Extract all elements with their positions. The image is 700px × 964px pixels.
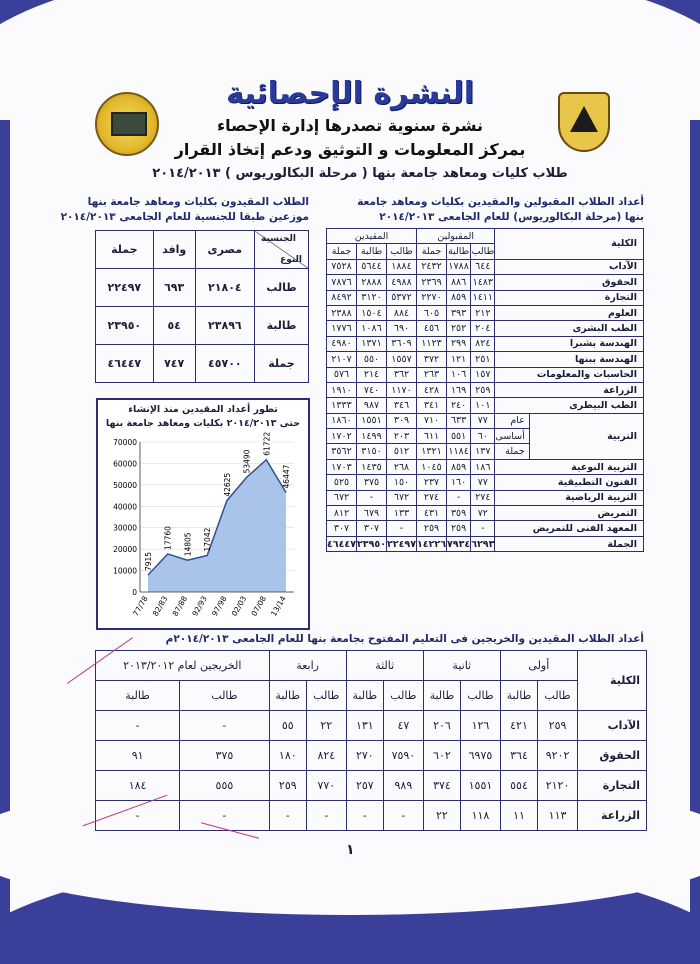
table-cell: ٥١٢ (387, 444, 417, 459)
chart-title-2: حتى ٢٠١٤/٢٠١٣ بكليات ومعاهد جامعة بنها (105, 418, 301, 429)
table-cell: ٣٦٠٩ (387, 336, 417, 351)
table-cell: ٤٧ (384, 711, 424, 741)
table-cell: ٨٤٩٢ (327, 290, 357, 305)
y-tick-label: 60000 (113, 459, 137, 469)
open-education-table (95, 650, 647, 831)
table-cell: ١١٢٣ (417, 336, 447, 351)
nat-corner-header (255, 231, 309, 269)
table-cell: ٢١٨٠٤ (195, 269, 254, 307)
data-label: 46447 (282, 464, 291, 489)
table-row (96, 269, 309, 307)
table-cell: - (384, 801, 424, 831)
table-cell: ٧١٠ (417, 413, 447, 428)
table-cell: ٣٤١ (417, 398, 447, 413)
table-cell: - (180, 801, 269, 831)
row-label: طالبة (255, 307, 309, 345)
data-label: 61722 (262, 432, 272, 456)
table-cell: ١٠٤٥ (417, 459, 447, 474)
table-row (327, 521, 644, 536)
table-cell: - (471, 521, 495, 536)
x-tick-label: 82/83 (150, 594, 170, 618)
table-cell: ٢٢ (423, 801, 460, 831)
table-cell: ٥٧٦ (327, 367, 357, 382)
table-cell: - (96, 801, 180, 831)
table-cell: - (387, 521, 417, 536)
table-cell: ٢٤٠ (447, 398, 471, 413)
table-cell: ١٥٥١ (461, 771, 501, 801)
table-cell: ٨٢٤ (471, 336, 495, 351)
table-cell: ٧٤٧ (153, 345, 195, 383)
table-cell: ١٣٢١ (417, 444, 447, 459)
table-cell: ٢٧٠ (346, 741, 383, 771)
table-cell: ٩١ (96, 741, 180, 771)
college-name: التجارة (577, 771, 646, 801)
table-cell: - (346, 801, 383, 831)
college-name: الزراعة (495, 382, 644, 397)
bulletin-title: النشرة الإحصائية (225, 76, 475, 111)
table-cell: ١٦٠ (447, 475, 471, 490)
table-cell: ١٢١ (447, 352, 471, 367)
table-cell: ٦١١ (417, 429, 447, 444)
college-name: الهندسة بشبرا (495, 336, 644, 351)
col-male: طالب (461, 681, 501, 711)
table-cell: ٢٥٢ (447, 321, 471, 336)
table-cell: ٢٣٧ (417, 475, 447, 490)
bulletin-subtitle-2: بمركز المعلومات و التوثيق ودعم إتخاذ القرار (174, 140, 526, 159)
table-cell: ٥٥٠ (357, 352, 387, 367)
table-cell: ٧٩٣٤ (447, 536, 471, 551)
table-cell: ٩٨٩ (384, 771, 424, 801)
table-cell: ١٤١١ (471, 290, 495, 305)
table-cell: - (180, 711, 269, 741)
chart-title-1: تطور أعداد المقيدين منذ الإنشاء (128, 404, 278, 415)
table-cell: ١٧٠٢ (327, 429, 357, 444)
col-enrolled-male: طالب (387, 244, 417, 259)
subgroup-name: أساسى (495, 429, 529, 444)
nat-col-total: جملة (96, 231, 154, 269)
table-row (327, 275, 644, 290)
table-cell: ٢٣٩٥٠ (96, 307, 154, 345)
table-cell: ٦٩٠ (387, 321, 417, 336)
table-cell: ٦٩٧٥ (461, 741, 501, 771)
table-cell: ٢١٢ (471, 305, 495, 320)
table-cell: ٢٧٤ (471, 490, 495, 505)
table-cell: ٢٢٤٩٧ (96, 269, 154, 307)
col-female: طالبة (96, 681, 180, 711)
table-cell: ١٣٧١ (357, 336, 387, 351)
table-cell: ٥٢٥ (327, 475, 357, 490)
table-cell: ١٣٣٣ (327, 398, 357, 413)
table-cell: ٥٥١ (447, 429, 471, 444)
table-cell: - (269, 801, 306, 831)
table-cell: ٢٥٩ (269, 771, 306, 801)
row-label: جملة (255, 345, 309, 383)
table-cell: ٦٠٢ (423, 741, 460, 771)
x-tick-label: 02/03 (229, 594, 249, 618)
table-cell: ٢٣٨٨ (327, 305, 357, 320)
table-row (327, 490, 644, 505)
table-cell: ١٥٥٧ (387, 352, 417, 367)
main-table-heading-1: أعداد الطلاب المقبولين والمقيدين بكليات ومعاهد جامعة (357, 196, 644, 208)
table-cell: ٥٦٤٤ (357, 259, 387, 274)
table-cell: ٣١٢٠ (357, 290, 387, 305)
col-female: طالبة (500, 681, 537, 711)
table-cell: ١٥٠٤ (357, 305, 387, 320)
data-label: 17042 (203, 527, 213, 552)
table-cell: ١٣٧ (471, 444, 495, 459)
table-cell: ٧٨٧٦ (327, 275, 357, 290)
table-cell: ١٤٨٣ (471, 275, 495, 290)
table-cell: ٤٦٤٤٧ (327, 536, 357, 551)
table-cell: ٦٤٤ (471, 259, 495, 274)
college-name: التربية النوعية (495, 459, 644, 474)
bulletin-subtitle-1: نشرة سنوية تصدرها إدارة الإحصاء (216, 116, 484, 135)
table-cell: ٢٥٩ (417, 521, 447, 536)
table-row (327, 336, 644, 351)
open-col-year2: ثانية (423, 651, 500, 681)
table-cell: ٣٤٦ (387, 398, 417, 413)
data-label: 14805 (183, 532, 193, 557)
table-cell: ٧٧ (471, 475, 495, 490)
table-cell: ١٤٣٥ (357, 459, 387, 474)
table-cell: ١٤٩٩ (357, 429, 387, 444)
main-table-heading-2: بنها (مرحلة البكالوريوس) للعام الجامعى ٢٠١٤/٢٠١٣ (379, 211, 644, 223)
table-cell: ١٨٨٤ (387, 259, 417, 274)
nat-table-heading-2: موزعين طبقا للجنسية للعام الجامعى ٢٠١٤/٢٠١٣ (60, 211, 309, 223)
open-col-year3: ثالثة (346, 651, 423, 681)
table-row (327, 305, 644, 320)
table-cell: ١٣١ (346, 711, 383, 741)
col-male: طالب (306, 681, 346, 711)
college-name: الحقوق (577, 741, 646, 771)
enrollment-chart (96, 398, 310, 630)
table-row (96, 711, 647, 741)
bulletin-subtitle-3: طلاب كليات ومعاهد جامعة بنها ( مرحلة البكالوريوس ) ٢٠١٤/٢٠١٣ (152, 166, 568, 181)
college-name: الهندسة ببنها (495, 352, 644, 367)
open-table-heading: أعداد الطلاب المقيدين والخريجين فى التعليم المفتوح بجامعة بنها للعام الجامعى ٢٠١٤/٢٠١٣م (165, 633, 644, 645)
nat-corner-nationality: الجنسية (261, 234, 296, 244)
table-row (327, 413, 644, 428)
chart-plot (98, 432, 308, 628)
table-cell: ٨٨٤ (387, 305, 417, 320)
table-cell: ١١ (500, 801, 537, 831)
table-cell: ٧٥٩٠ (384, 741, 424, 771)
nat-col-foreign: وافد (153, 231, 195, 269)
college-name: الفنون التطبيقية (495, 475, 644, 490)
college-name: الزراعة (577, 801, 646, 831)
admissions-table (326, 228, 644, 552)
open-col-year4: رابعة (269, 651, 346, 681)
table-cell: ٤٥٧٠٠ (195, 345, 254, 383)
subgroup-name: عام (495, 413, 529, 428)
subgroup-name: جملة (495, 444, 529, 459)
data-label: 53490 (242, 449, 252, 474)
table-cell: - (357, 490, 387, 505)
college-name: الحاسبات والمعلومات (495, 367, 644, 382)
col-female: طالبة (269, 681, 306, 711)
col-enrolled: المقيدين (327, 229, 417, 244)
table-cell: ١٧٧٦ (327, 321, 357, 336)
table-cell: ٥٥٤ (500, 771, 537, 801)
table-cell: ١٤٢٢٦ (417, 536, 447, 551)
table-cell: ١٧٠٣ (327, 459, 357, 474)
table-cell: ٤٢٨ (417, 382, 447, 397)
college-name: المعهد الفنى للتمريض (495, 521, 644, 536)
x-tick-label: 92/93 (190, 594, 209, 618)
x-tick-label: 87/88 (170, 594, 190, 618)
table-cell: ٥٥٥ (180, 771, 269, 801)
table-cell: ٦٢٩٣ (471, 536, 495, 551)
x-tick-label: 07/08 (249, 594, 269, 618)
table-cell: ٣٧٤ (423, 771, 460, 801)
table-cell: ٢١٢٠ (538, 771, 578, 801)
table-cell: ٢٥٧ (346, 771, 383, 801)
table-row (327, 290, 644, 305)
table-cell: ١١٨٤ (447, 444, 471, 459)
table-cell: ١٨٦٠ (327, 413, 357, 428)
college-name: الآداب (495, 259, 644, 274)
table-cell: ٢٠٤ (471, 321, 495, 336)
table-cell: ٣٧٥ (180, 741, 269, 771)
table-cell: ٨٥٩ (447, 459, 471, 474)
table-cell: ٦٧٢ (387, 490, 417, 505)
table-row (327, 321, 644, 336)
table-cell: ٢٥٩ (447, 521, 471, 536)
col-male: طالب (538, 681, 578, 711)
college-name: الحقوق (495, 275, 644, 290)
table-cell: ١٨٠ (269, 741, 306, 771)
table-cell: ١٦٩ (447, 382, 471, 397)
table-cell: ١٠٦ (447, 367, 471, 382)
col-enrolled-female: طالبة (357, 244, 387, 259)
table-cell: ٤٢١ (500, 711, 537, 741)
y-tick-label: 70000 (113, 438, 137, 447)
college-name: التربية الرياضية (495, 490, 644, 505)
table-cell: ٤٥٦ (417, 321, 447, 336)
nat-corner-type: النوع (280, 255, 302, 265)
table-cell: ٦٩٣ (153, 269, 195, 307)
total-label: الجملة (495, 536, 644, 551)
table-cell: ٥٤ (153, 307, 195, 345)
x-tick-label: 97/98 (209, 594, 229, 618)
table-row (327, 506, 644, 521)
table-row (96, 741, 647, 771)
table-cell: ٦٠ (471, 429, 495, 444)
table-cell: ١٨٤ (96, 771, 180, 801)
table-cell: ١٩١٠ (327, 382, 357, 397)
col-accepted-total: جملة (417, 244, 447, 259)
table-cell: ٢٤٣٢ (417, 259, 447, 274)
table-cell: ١٥٠ (387, 475, 417, 490)
table-row (96, 801, 647, 831)
col-female: طالبة (346, 681, 383, 711)
x-tick-label: 77/78 (131, 594, 150, 618)
table-cell: ٦٠٥ (417, 305, 447, 320)
table-cell: ٢٢٤٩٧ (387, 536, 417, 551)
table-cell: ٨٨٦ (447, 275, 471, 290)
table-row (327, 382, 644, 397)
table-cell: ١٨٦ (471, 459, 495, 474)
open-col-grads: الخريجين لعام ٢٠١٣/٢٠١٢ (96, 651, 270, 681)
table-cell: ٢١٤ (357, 367, 387, 382)
table-cell: ٣٧٢ (417, 352, 447, 367)
table-cell: ٣٧٥ (357, 475, 387, 490)
table-cell: ٣٥٩ (447, 506, 471, 521)
col-accepted: المقبولين (417, 229, 495, 244)
table-cell: ٥٥ (269, 711, 306, 741)
table-cell: ٨١٢ (327, 506, 357, 521)
college-name: التربية (529, 413, 643, 459)
table-cell: ٤٣١ (417, 506, 447, 521)
table-cell: ٢٨٨٨ (357, 275, 387, 290)
table-cell: ٢٠٦ (423, 711, 460, 741)
table-cell: ٣٦٢ (387, 367, 417, 382)
table-cell: ١٥٥١ (357, 413, 387, 428)
table-cell: ٧٧٠ (306, 771, 346, 801)
table-cell: ٣٥٦٢ (327, 444, 357, 459)
table-cell: ٢٥٩ (471, 382, 495, 397)
table-cell: ٢٣٦٩ (417, 275, 447, 290)
bulletin-header (40, 72, 660, 182)
table-cell: ١٣٣ (387, 506, 417, 521)
table-cell: ٣٠٩ (387, 413, 417, 428)
college-name: الآداب (577, 711, 646, 741)
data-label: 7915 (144, 551, 153, 572)
table-cell: ٣٩٣ (447, 305, 471, 320)
table-cell: - (447, 490, 471, 505)
table-cell: ٢٠٣ (387, 429, 417, 444)
total-row (327, 536, 644, 551)
college-name: التجارة (495, 290, 644, 305)
data-label: 17760 (163, 526, 173, 550)
col-college: الكلية (495, 229, 644, 260)
table-cell: ١٧٨٨ (447, 259, 471, 274)
table-row (96, 345, 309, 383)
table-row (327, 352, 644, 367)
y-tick-label: 20000 (113, 545, 137, 555)
table-cell: ٧٧ (471, 413, 495, 428)
table-cell: ٧٥٢٨ (327, 259, 357, 274)
table-cell: ٢٣٩٥٠ (357, 536, 387, 551)
table-cell: ٦٧٩ (357, 506, 387, 521)
table-cell: ٧٤٠ (357, 382, 387, 397)
table-row (327, 459, 644, 474)
table-cell: ١٢٦ (461, 711, 501, 741)
table-cell: ٢٦٣ (417, 367, 447, 382)
table-cell: ١٠١ (471, 398, 495, 413)
col-enrolled-total: جملة (327, 244, 357, 259)
open-col-college: الكلية (577, 651, 646, 711)
y-tick-label: 10000 (113, 566, 137, 576)
table-cell: ٩٨٧ (357, 398, 387, 413)
table-row (96, 307, 309, 345)
table-cell: ٢٩٩ (447, 336, 471, 351)
data-label: 42625 (222, 472, 232, 497)
col-female: طالبة (423, 681, 460, 711)
table-row (327, 367, 644, 382)
table-cell: ٤٩٨٠ (327, 336, 357, 351)
col-male: طالب (180, 681, 269, 711)
y-tick-label: 50000 (113, 480, 137, 490)
col-accepted-female: طالبة (447, 244, 471, 259)
college-name: العلوم (495, 305, 644, 320)
table-cell: ٢٢ (306, 711, 346, 741)
y-tick-label: 30000 (113, 523, 137, 533)
y-tick-label: 0 (132, 588, 137, 597)
table-cell: ٨٥٩ (447, 290, 471, 305)
nationality-table (95, 230, 309, 383)
table-row (96, 771, 647, 801)
open-col-year1: أولى (500, 651, 577, 681)
page-number: ١ (346, 842, 355, 858)
table-cell: ٢١٠٧ (327, 352, 357, 367)
table-cell: ٢٢٧٠ (417, 290, 447, 305)
nat-col-egyptian: مصرى (195, 231, 254, 269)
table-cell: ٢٣٨٩٦ (195, 307, 254, 345)
table-cell: ٤٦٤٤٧ (96, 345, 154, 383)
row-label: طالب (255, 269, 309, 307)
y-tick-label: 40000 (113, 502, 137, 512)
table-cell: ٦٣٣ (447, 413, 471, 428)
table-cell: ٧٢ (471, 506, 495, 521)
table-cell: ١٥٧ (471, 367, 495, 382)
table-cell: - (96, 711, 180, 741)
table-cell: ١١٧٠ (387, 382, 417, 397)
table-cell: ١١٨ (461, 801, 501, 831)
table-cell: ٦٧٢ (327, 490, 357, 505)
table-cell: ١١٣ (538, 801, 578, 831)
table-row (327, 398, 644, 413)
col-accepted-male: طالب (471, 244, 495, 259)
college-name: الطب البشرى (495, 321, 644, 336)
table-cell: ١٠٨٦ (357, 321, 387, 336)
table-cell: ٨٢٤ (306, 741, 346, 771)
table-cell: ٩٢٠٢ (538, 741, 578, 771)
col-male: طالب (384, 681, 424, 711)
table-cell: ٣٦٤ (500, 741, 537, 771)
table-cell: ٢٦٨ (387, 459, 417, 474)
table-cell: - (306, 801, 346, 831)
table-cell: ٣١٥٠ (357, 444, 387, 459)
table-cell: ٤٩٨٨ (387, 275, 417, 290)
college-name: التمريض (495, 506, 644, 521)
table-cell: ٢٥٩ (538, 711, 578, 741)
table-cell: ٢٥١ (471, 352, 495, 367)
x-tick-label: 13/14 (269, 594, 288, 618)
table-cell: ٣٠٧ (327, 521, 357, 536)
table-row (327, 259, 644, 274)
nat-table-heading-1: الطلاب المقيدون بكليات ومعاهد جامعة بنها (87, 196, 309, 208)
table-cell: ٣٠٧ (357, 521, 387, 536)
college-name: الطب البيطرى (495, 398, 644, 413)
table-row (327, 475, 644, 490)
table-cell: ٥٣٧٢ (387, 290, 417, 305)
table-cell: ٢٧٤ (417, 490, 447, 505)
